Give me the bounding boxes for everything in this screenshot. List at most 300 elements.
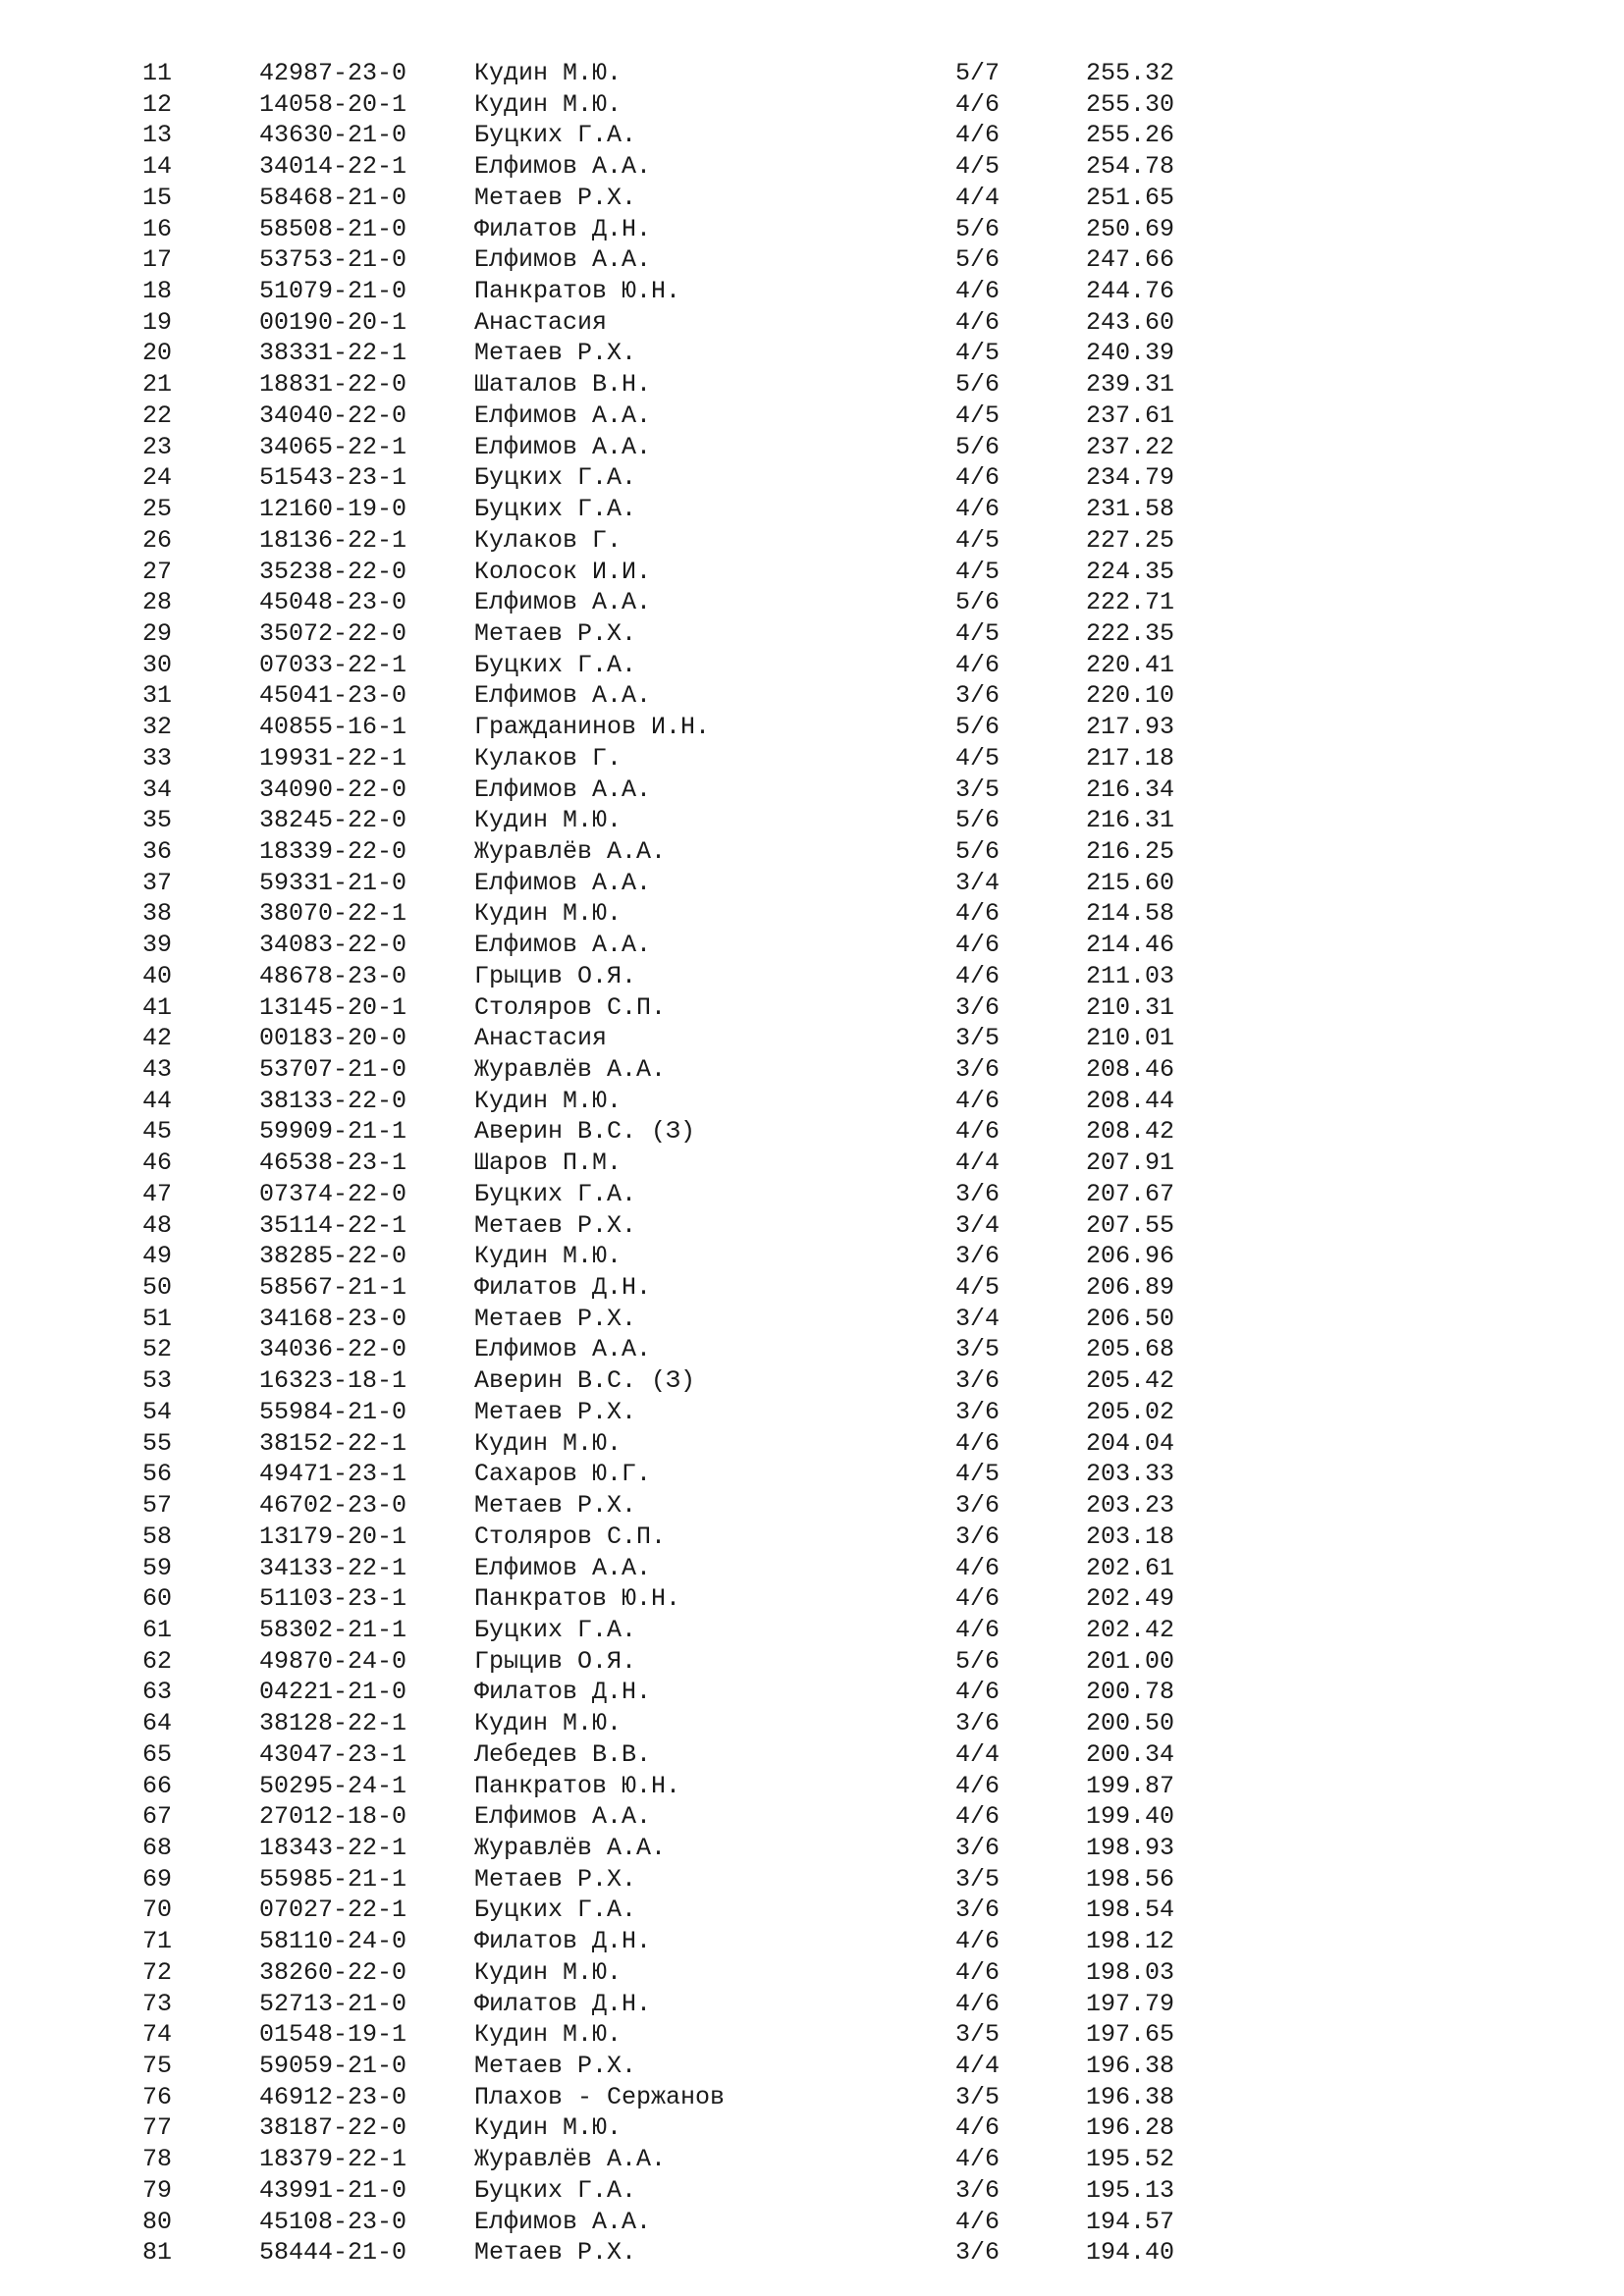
rank-cell: 23	[142, 432, 173, 461]
ratio-cell: 3/5	[955, 2020, 1001, 2050]
result-row	[0, 1833, 1624, 1864]
id-cell: 38128-22-1	[259, 1709, 407, 1738]
score-cell: 237.22	[1086, 432, 1175, 461]
name-cell: Елфимов А.А.	[474, 588, 652, 617]
ratio-cell: 3/5	[955, 774, 1001, 804]
ratio-cell: 3/5	[955, 1024, 1001, 1053]
ratio-cell: 4/6	[955, 1957, 1001, 1987]
id-cell: 45041-23-0	[259, 681, 407, 711]
rank-cell: 47	[142, 1179, 173, 1208]
id-cell: 52713-21-0	[259, 1989, 407, 2018]
ratio-cell: 5/6	[955, 806, 1001, 835]
id-cell: 53753-21-0	[259, 245, 407, 275]
name-cell: Буцких Г.А.	[474, 121, 637, 150]
id-cell: 00190-20-1	[259, 307, 407, 337]
rank-cell: 33	[142, 743, 173, 773]
score-cell: 216.25	[1086, 836, 1175, 866]
name-cell: Метаев Р.Х.	[474, 618, 637, 648]
id-cell: 51103-23-1	[259, 1584, 407, 1614]
id-cell: 18339-22-0	[259, 836, 407, 866]
rank-cell: 27	[142, 557, 173, 586]
result-row	[0, 58, 1624, 89]
id-cell: 42987-23-0	[259, 59, 407, 87]
id-cell: 34133-22-1	[259, 1553, 407, 1582]
name-cell: Филатов Д.Н.	[474, 1989, 652, 2018]
rank-cell: 73	[142, 1989, 173, 2018]
name-cell: Елфимов А.А.	[474, 681, 652, 711]
id-cell: 35114-22-1	[259, 1210, 407, 1240]
rank-cell: 21	[142, 370, 173, 400]
rank-cell: 37	[142, 868, 173, 897]
ratio-cell: 4/4	[955, 2052, 1001, 2080]
name-cell: Кудин М.Ю.	[474, 59, 623, 87]
rank-cell: 63	[142, 1678, 173, 1707]
score-cell: 207.67	[1086, 1179, 1175, 1208]
ratio-cell: 4/6	[955, 2207, 1001, 2236]
name-cell: Буцких Г.А.	[474, 463, 637, 493]
ratio-cell: 4/6	[955, 1927, 1001, 1956]
ratio-cell: 3/6	[955, 681, 1001, 711]
score-cell: 200.50	[1086, 1709, 1175, 1738]
score-cell: 217.18	[1086, 743, 1175, 773]
ratio-cell: 3/5	[955, 1335, 1001, 1364]
ratio-cell: 4/5	[955, 1273, 1001, 1303]
result-row	[0, 898, 1624, 930]
rank-cell: 25	[142, 495, 173, 524]
name-cell: Елфимов А.А.	[474, 400, 652, 430]
ratio-cell: 4/6	[955, 1553, 1001, 1582]
score-cell: 205.68	[1086, 1335, 1175, 1364]
rank-cell: 17	[142, 245, 173, 275]
name-cell: Буцких Г.А.	[474, 495, 637, 524]
name-cell: Шаров П.М.	[474, 1148, 623, 1178]
ratio-cell: 4/6	[955, 463, 1001, 493]
score-cell: 216.31	[1086, 806, 1175, 835]
score-cell: 222.35	[1086, 618, 1175, 648]
ratio-cell: 3/6	[955, 2238, 1001, 2268]
name-cell: Елфимов А.А.	[474, 868, 652, 897]
result-row	[0, 557, 1624, 588]
ratio-cell: 4/6	[955, 307, 1001, 337]
id-cell: 45108-23-0	[259, 2207, 407, 2236]
rank-cell: 43	[142, 1055, 173, 1084]
result-row	[0, 369, 1624, 400]
result-row	[0, 400, 1624, 432]
name-cell: Метаев Р.Х.	[474, 2238, 637, 2268]
ratio-cell: 5/6	[955, 214, 1001, 243]
result-row	[0, 338, 1624, 369]
result-row	[0, 1615, 1624, 1646]
ratio-cell: 4/5	[955, 152, 1001, 182]
score-cell: 239.31	[1086, 370, 1175, 400]
ratio-cell: 3/5	[955, 1864, 1001, 1894]
id-cell: 38070-22-1	[259, 899, 407, 929]
rank-cell: 59	[142, 1553, 173, 1582]
name-cell: Кудин М.Ю.	[474, 2113, 623, 2143]
rank-cell: 48	[142, 1210, 173, 1240]
ratio-cell: 3/6	[955, 1833, 1001, 1862]
name-cell: Колосок И.И.	[474, 557, 652, 586]
ratio-cell: 4/6	[955, 2145, 1001, 2174]
rank-cell: 39	[142, 931, 173, 960]
result-row	[0, 1490, 1624, 1522]
rank-cell: 80	[142, 2207, 173, 2236]
rank-cell: 81	[142, 2238, 173, 2268]
rank-cell: 60	[142, 1584, 173, 1614]
name-cell: Кудин М.Ю.	[474, 899, 623, 929]
result-row	[0, 1054, 1624, 1086]
id-cell: 51543-23-1	[259, 463, 407, 493]
result-row	[0, 1583, 1624, 1615]
score-cell: 251.65	[1086, 183, 1175, 212]
score-cell: 198.03	[1086, 1957, 1175, 1987]
name-cell: Анастасия	[474, 307, 608, 337]
id-cell: 34083-22-0	[259, 931, 407, 960]
score-cell: 208.46	[1086, 1055, 1175, 1084]
ratio-cell: 4/6	[955, 2113, 1001, 2143]
result-row	[0, 307, 1624, 339]
result-row	[0, 1957, 1624, 1989]
name-cell: Буцких Г.А.	[474, 650, 637, 679]
id-cell: 58508-21-0	[259, 214, 407, 243]
name-cell: Метаев Р.Х.	[474, 183, 637, 212]
ratio-cell: 3/6	[955, 2175, 1001, 2205]
score-cell: 203.18	[1086, 1522, 1175, 1551]
result-row	[0, 1677, 1624, 1708]
name-cell: Кудин М.Ю.	[474, 2020, 623, 2050]
ratio-cell: 3/6	[955, 1242, 1001, 1271]
id-cell: 38245-22-0	[259, 806, 407, 835]
ratio-cell: 4/6	[955, 89, 1001, 119]
ratio-cell: 5/6	[955, 370, 1001, 400]
result-row	[0, 650, 1624, 681]
score-cell: 206.96	[1086, 1242, 1175, 1271]
rank-cell: 31	[142, 681, 173, 711]
ratio-cell: 4/6	[955, 899, 1001, 929]
id-cell: 34036-22-0	[259, 1335, 407, 1364]
score-cell: 210.31	[1086, 992, 1175, 1022]
result-row	[0, 1116, 1624, 1148]
id-cell: 35072-22-0	[259, 618, 407, 648]
score-cell: 199.40	[1086, 1802, 1175, 1832]
result-row	[0, 1428, 1624, 1460]
name-cell: Журавлёв А.А.	[474, 1833, 667, 1862]
rank-cell: 35	[142, 806, 173, 835]
name-cell: Панкратов Ю.Н.	[474, 1584, 681, 1614]
result-row	[0, 805, 1624, 836]
result-row	[0, 1553, 1624, 1584]
score-cell: 240.39	[1086, 339, 1175, 368]
ratio-cell: 5/6	[955, 713, 1001, 742]
rank-cell: 79	[142, 2175, 173, 2205]
result-row	[0, 712, 1624, 743]
score-cell: 220.10	[1086, 681, 1175, 711]
id-cell: 00183-20-0	[259, 1024, 407, 1053]
result-row	[0, 868, 1624, 899]
score-cell: 196.38	[1086, 2082, 1175, 2111]
name-cell: Елфимов А.А.	[474, 1335, 652, 1364]
ratio-cell: 4/5	[955, 618, 1001, 648]
ratio-cell: 3/4	[955, 1210, 1001, 1240]
result-row	[0, 89, 1624, 121]
rank-cell: 50	[142, 1273, 173, 1303]
results-list	[0, 58, 1624, 2269]
id-cell: 59059-21-0	[259, 2052, 407, 2080]
ratio-cell: 4/6	[955, 961, 1001, 990]
score-cell: 198.54	[1086, 1896, 1175, 1925]
name-cell: Метаев Р.Х.	[474, 1491, 637, 1521]
ratio-cell: 3/5	[955, 2082, 1001, 2111]
name-cell: Сахаров Ю.Г.	[474, 1460, 652, 1489]
score-cell: 206.50	[1086, 1304, 1175, 1333]
name-cell: Кудин М.Ю.	[474, 1957, 623, 1987]
id-cell: 27012-18-0	[259, 1802, 407, 1832]
result-row	[0, 587, 1624, 618]
id-cell: 59909-21-1	[259, 1117, 407, 1147]
result-row	[0, 1989, 1624, 2020]
ratio-cell: 5/7	[955, 59, 1001, 87]
id-cell: 38260-22-0	[259, 1957, 407, 1987]
id-cell: 43991-21-0	[259, 2175, 407, 2205]
score-cell: 250.69	[1086, 214, 1175, 243]
score-cell: 208.42	[1086, 1117, 1175, 1147]
rank-cell: 26	[142, 525, 173, 555]
score-cell: 244.76	[1086, 277, 1175, 306]
id-cell: 13179-20-1	[259, 1522, 407, 1551]
score-cell: 203.23	[1086, 1491, 1175, 1521]
rank-cell: 69	[142, 1864, 173, 1894]
rank-cell: 74	[142, 2020, 173, 2050]
name-cell: Кулаков Г.	[474, 525, 623, 555]
id-cell: 01548-19-1	[259, 2020, 407, 2050]
id-cell: 04221-21-0	[259, 1678, 407, 1707]
name-cell: Кудин М.Ю.	[474, 1428, 623, 1458]
id-cell: 07374-22-0	[259, 1179, 407, 1208]
rank-cell: 66	[142, 1771, 173, 1800]
ratio-cell: 3/4	[955, 868, 1001, 897]
id-cell: 34014-22-1	[259, 152, 407, 182]
ratio-cell: 4/4	[955, 1148, 1001, 1178]
result-row	[0, 1241, 1624, 1272]
result-row	[0, 2144, 1624, 2175]
rank-cell: 65	[142, 1739, 173, 1769]
rank-cell: 49	[142, 1242, 173, 1271]
name-cell: Елфимов А.А.	[474, 432, 652, 461]
rank-cell: 15	[142, 183, 173, 212]
id-cell: 46702-23-0	[259, 1491, 407, 1521]
result-row	[0, 1365, 1624, 1397]
score-cell: 220.41	[1086, 650, 1175, 679]
name-cell: Кулаков Г.	[474, 743, 623, 773]
ratio-cell: 4/6	[955, 277, 1001, 306]
rank-cell: 55	[142, 1428, 173, 1458]
result-row	[0, 494, 1624, 525]
ratio-cell: 4/5	[955, 400, 1001, 430]
rank-cell: 24	[142, 463, 173, 493]
ratio-cell: 3/6	[955, 1179, 1001, 1208]
score-cell: 198.12	[1086, 1927, 1175, 1956]
ratio-cell: 4/5	[955, 525, 1001, 555]
id-cell: 46538-23-1	[259, 1148, 407, 1178]
result-row	[0, 525, 1624, 557]
id-cell: 07027-22-1	[259, 1896, 407, 1925]
result-row	[0, 1522, 1624, 1553]
score-cell: 224.35	[1086, 557, 1175, 586]
score-cell: 202.61	[1086, 1553, 1175, 1582]
result-row	[0, 2207, 1624, 2238]
id-cell: 43047-23-1	[259, 1739, 407, 1769]
result-row	[0, 930, 1624, 961]
result-row	[0, 1864, 1624, 1896]
name-cell: Филатов Д.Н.	[474, 1927, 652, 1956]
result-row	[0, 1708, 1624, 1739]
name-cell: Аверин В.С. (З)	[474, 1117, 696, 1147]
id-cell: 46912-23-0	[259, 2082, 407, 2111]
rank-cell: 44	[142, 1086, 173, 1115]
score-cell: 197.79	[1086, 1989, 1175, 2018]
score-cell: 204.04	[1086, 1428, 1175, 1458]
rank-cell: 32	[142, 713, 173, 742]
score-cell: 196.38	[1086, 2052, 1175, 2080]
rank-cell: 30	[142, 650, 173, 679]
rank-cell: 13	[142, 121, 173, 150]
id-cell: 49870-24-0	[259, 1646, 407, 1676]
name-cell: Кудин М.Ю.	[474, 1086, 623, 1115]
ratio-cell: 4/6	[955, 1771, 1001, 1800]
score-cell: 217.93	[1086, 713, 1175, 742]
rank-cell: 51	[142, 1304, 173, 1333]
id-cell: 18136-22-1	[259, 525, 407, 555]
id-cell: 38152-22-1	[259, 1428, 407, 1458]
rank-cell: 36	[142, 836, 173, 866]
id-cell: 48678-23-0	[259, 961, 407, 990]
name-cell: Метаев Р.Х.	[474, 339, 637, 368]
rank-cell: 40	[142, 961, 173, 990]
result-row	[0, 214, 1624, 245]
id-cell: 16323-18-1	[259, 1366, 407, 1396]
ratio-cell: 3/6	[955, 1896, 1001, 1925]
score-cell: 194.57	[1086, 2207, 1175, 2236]
result-row	[0, 1739, 1624, 1771]
name-cell: Елфимов А.А.	[474, 931, 652, 960]
name-cell: Буцких Г.А.	[474, 1896, 637, 1925]
name-cell: Панкратов Ю.Н.	[474, 1771, 681, 1800]
score-cell: 237.61	[1086, 400, 1175, 430]
name-cell: Плахов - Сержанов	[474, 2082, 726, 2111]
score-cell: 195.52	[1086, 2145, 1175, 2174]
result-row	[0, 1801, 1624, 1833]
name-cell: Елфимов А.А.	[474, 1553, 652, 1582]
rank-cell: 38	[142, 899, 173, 929]
result-row	[0, 1459, 1624, 1490]
rank-cell: 78	[142, 2145, 173, 2174]
name-cell: Метаев Р.Х.	[474, 1397, 637, 1426]
rank-cell: 16	[142, 214, 173, 243]
result-row	[0, 961, 1624, 992]
result-row	[0, 432, 1624, 463]
score-cell: 214.46	[1086, 931, 1175, 960]
name-cell: Елфимов А.А.	[474, 774, 652, 804]
rank-cell: 45	[142, 1117, 173, 1147]
result-row	[0, 1397, 1624, 1428]
rank-cell: 20	[142, 339, 173, 368]
score-cell: 255.30	[1086, 89, 1175, 119]
result-row	[0, 680, 1624, 712]
name-cell: Журавлёв А.А.	[474, 1055, 667, 1084]
rank-cell: 71	[142, 1927, 173, 1956]
score-cell: 255.26	[1086, 121, 1175, 150]
name-cell: Елфимов А.А.	[474, 245, 652, 275]
score-cell: 231.58	[1086, 495, 1175, 524]
ratio-cell: 3/6	[955, 1491, 1001, 1521]
rank-cell: 64	[142, 1709, 173, 1738]
name-cell: Анастасия	[474, 1024, 608, 1053]
score-cell: 200.34	[1086, 1739, 1175, 1769]
score-cell: 197.65	[1086, 2020, 1175, 2050]
name-cell: Кудин М.Ю.	[474, 89, 623, 119]
ratio-cell: 4/6	[955, 1802, 1001, 1832]
name-cell: Кудин М.Ю.	[474, 806, 623, 835]
rank-cell: 12	[142, 89, 173, 119]
result-row	[0, 462, 1624, 494]
id-cell: 45048-23-0	[259, 588, 407, 617]
result-row	[0, 1334, 1624, 1365]
id-cell: 38133-22-0	[259, 1086, 407, 1115]
result-row	[0, 2051, 1624, 2082]
name-cell: Метаев Р.Х.	[474, 1210, 637, 1240]
name-cell: Метаев Р.Х.	[474, 2052, 637, 2080]
score-cell: 216.34	[1086, 774, 1175, 804]
id-cell: 50295-24-1	[259, 1771, 407, 1800]
score-cell: 205.02	[1086, 1397, 1175, 1426]
ratio-cell: 4/4	[955, 1739, 1001, 1769]
name-cell: Панкратов Ю.Н.	[474, 277, 681, 306]
id-cell: 34040-22-0	[259, 400, 407, 430]
id-cell: 58468-21-0	[259, 183, 407, 212]
rank-cell: 61	[142, 1615, 173, 1644]
ratio-cell: 4/6	[955, 1989, 1001, 2018]
result-row	[0, 244, 1624, 276]
id-cell: 49471-23-1	[259, 1460, 407, 1489]
ratio-cell: 4/6	[955, 1428, 1001, 1458]
name-cell: Столяров С.П.	[474, 992, 667, 1022]
name-cell: Метаев Р.Х.	[474, 1864, 637, 1894]
name-cell: Метаев Р.Х.	[474, 1304, 637, 1333]
rank-cell: 70	[142, 1896, 173, 1925]
rank-cell: 34	[142, 774, 173, 804]
result-row	[0, 2175, 1624, 2207]
rank-cell: 29	[142, 618, 173, 648]
result-row	[0, 992, 1624, 1024]
id-cell: 18343-22-1	[259, 1833, 407, 1862]
result-row	[0, 1646, 1624, 1678]
rank-cell: 41	[142, 992, 173, 1022]
name-cell: Журавлёв А.А.	[474, 2145, 667, 2174]
result-row	[0, 2019, 1624, 2051]
score-cell: 196.28	[1086, 2113, 1175, 2143]
score-cell: 247.66	[1086, 245, 1175, 275]
score-cell: 211.03	[1086, 961, 1175, 990]
id-cell: 13145-20-1	[259, 992, 407, 1022]
id-cell: 55984-21-0	[259, 1397, 407, 1426]
id-cell: 58567-21-1	[259, 1273, 407, 1303]
result-row	[0, 1148, 1624, 1179]
score-cell: 243.60	[1086, 307, 1175, 337]
result-row	[0, 151, 1624, 183]
ratio-cell: 4/6	[955, 650, 1001, 679]
name-cell: Филатов Д.Н.	[474, 214, 652, 243]
result-row	[0, 618, 1624, 650]
